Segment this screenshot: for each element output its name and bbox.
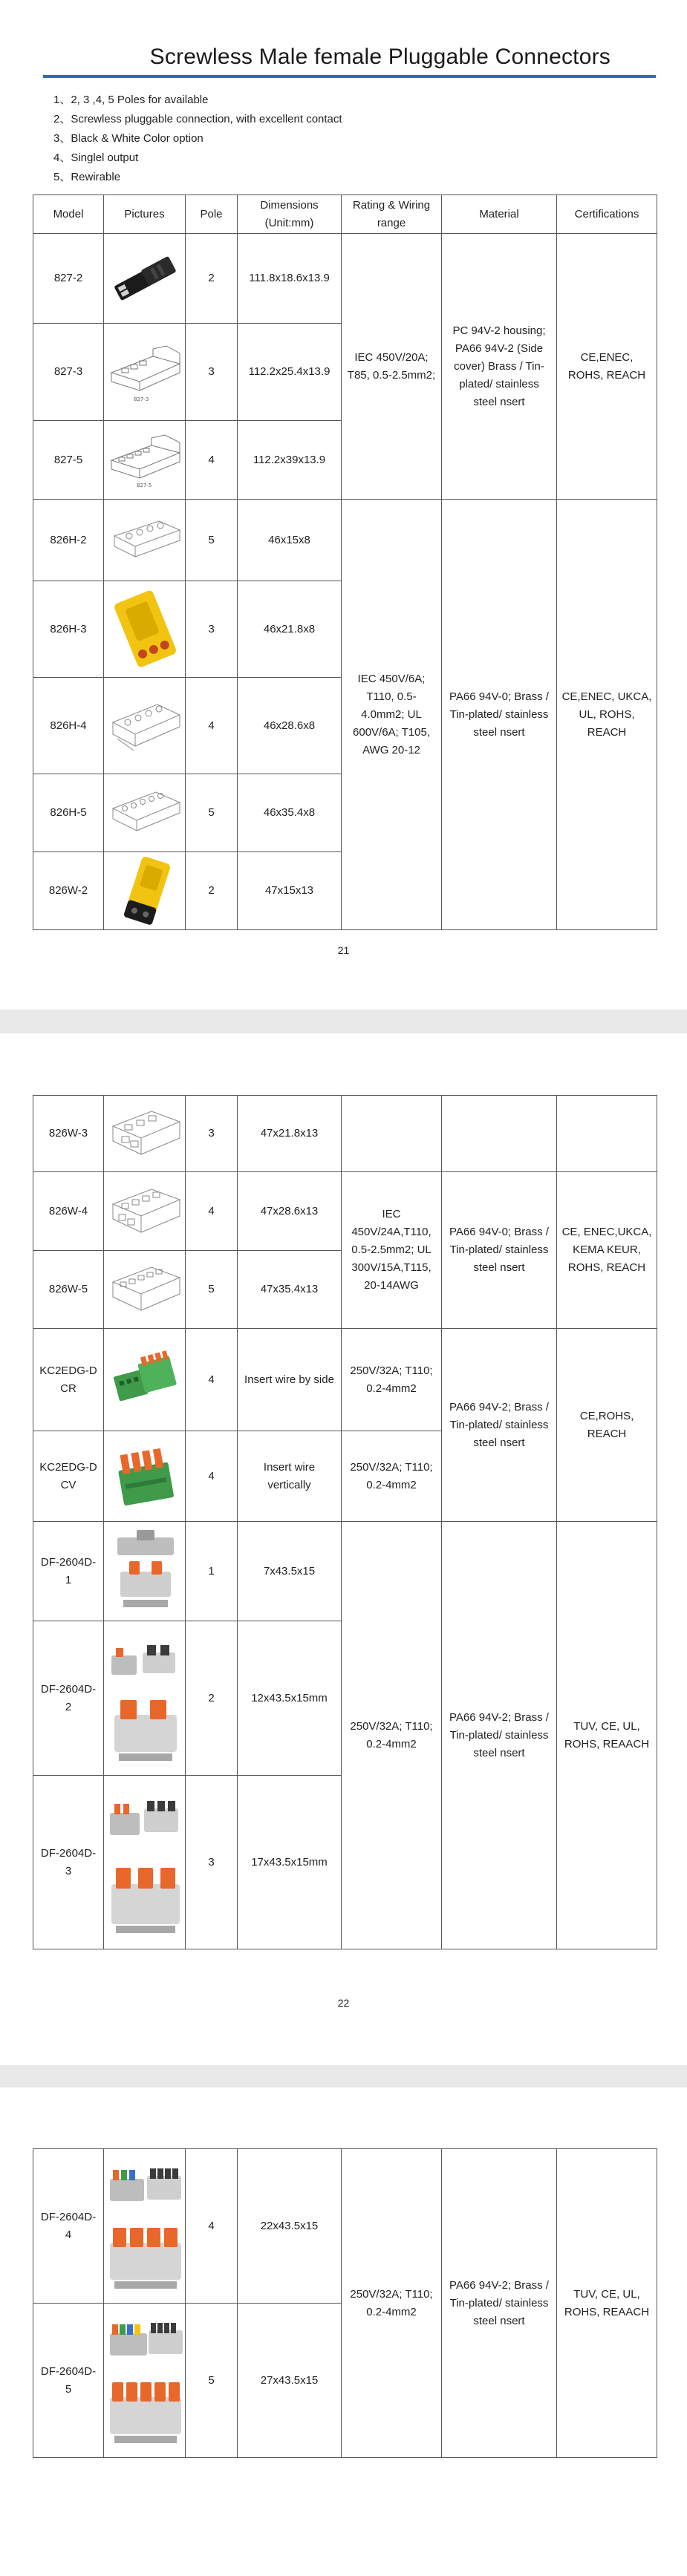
rating-cell: 250V/32A; T110; 0.2-4mm2 [342, 1522, 442, 1949]
feature-item: 2、Screwless pluggable connection, with excellent contact [53, 113, 342, 125]
pole-cell: 2 [186, 1621, 238, 1776]
connector-line-drawing-icon [107, 1182, 184, 1241]
spec-table-page-21 [33, 194, 657, 930]
catalog-page-21 [0, 0, 687, 1010]
picture-cell [104, 1431, 186, 1522]
spec-table-page-23 [33, 2148, 657, 2458]
pole-cell: 3 [186, 324, 238, 421]
table-row [33, 1329, 657, 1431]
feature-item: 4、Singlel output [53, 151, 139, 164]
pole-cell: 4 [186, 1329, 238, 1431]
material-cell: PA66 94V-2; Brass / Tin-plated/ stainless steel nsert [442, 1329, 557, 1522]
lever-connector-photo-icon [107, 1780, 184, 1945]
dimensions-cell: 17x43.5x15mm [238, 1776, 342, 1949]
model-cell: 826H-5 [33, 774, 104, 852]
pole-cell: 2 [186, 852, 238, 930]
pole-cell: 3 [186, 581, 238, 678]
table-header-row [33, 195, 657, 234]
picture-cell [104, 1522, 186, 1621]
catalog-page-22 [0, 1033, 687, 2065]
header-model: Model [33, 195, 104, 234]
header-rating: Rating & Wiring range [342, 195, 442, 234]
rating-cell: IEC 450V/20A; T85, 0.5-2.5mm2; [342, 234, 442, 500]
certification-cell: CE,ENEC, UKCA, UL, ROHS, REACH [557, 500, 657, 930]
certification-cell-empty [557, 1096, 657, 1172]
spec-table-page-22 [33, 1095, 657, 1949]
dimensions-cell: 46x35.4x8 [238, 774, 342, 852]
pole-cell: 3 [186, 1096, 238, 1172]
dimensions-cell: 12x43.5x15mm [238, 1621, 342, 1776]
dimensions-cell: 46x21.8x8 [238, 581, 342, 678]
picture-cell [104, 678, 186, 774]
black-connector-photo-icon [108, 241, 182, 316]
certification-cell: TUV, CE, UL, ROHS, REAACH [557, 1522, 657, 1949]
table-row [33, 1522, 657, 1621]
dimensions-cell: 7x43.5x15 [238, 1522, 342, 1621]
material-cell: PA66 94V-0; Brass / Tin-plated/ stainless steel nsert [442, 500, 557, 930]
certification-cell: TUV, CE, UL, ROHS, REAACH [557, 2149, 657, 2458]
connector-line-drawing-icon [107, 339, 184, 405]
feature-item: 5、Rewirable [53, 171, 121, 183]
header-material: Material [442, 195, 557, 234]
dimensions-cell: 111.8x18.6x13.9 [238, 234, 342, 324]
certification-cell: CE,ROHS, REACH [557, 1329, 657, 1522]
model-cell: DF-2604D-3 [33, 1776, 104, 1949]
material-cell: PA66 94V-2; Brass / Tin-plated/ stainless steel nsert [442, 1522, 557, 1949]
green-terminal-photo-icon [108, 1439, 182, 1514]
connector-line-drawing-icon [107, 1104, 184, 1163]
model-cell: 826H-4 [33, 678, 104, 774]
header-dimensions: Dimensions (Unit:mm) [238, 195, 342, 234]
pole-cell: 5 [186, 2304, 238, 2458]
dimensions-cell: 112.2x25.4x13.9 [238, 324, 342, 421]
picture-cell [104, 2149, 186, 2304]
picture-cell [104, 1776, 186, 1949]
model-cell: 827-3 [33, 324, 104, 421]
pole-cell: 4 [186, 1431, 238, 1522]
pole-cell: 5 [186, 1251, 238, 1329]
dimensions-cell: 46x28.6x8 [238, 678, 342, 774]
pole-cell: 5 [186, 500, 238, 581]
model-cell: DF-2604D-4 [33, 2149, 104, 2304]
model-cell: 826H-2 [33, 500, 104, 581]
model-cell: 826W-3 [33, 1096, 104, 1172]
pole-cell: 4 [186, 2149, 238, 2304]
catalog-page-23 [0, 2088, 687, 2576]
table-row [33, 1096, 657, 1172]
pole-cell: 5 [186, 774, 238, 852]
picture-cell [104, 1621, 186, 1776]
model-cell: 826W-2 [33, 852, 104, 930]
lever-connector-photo-icon [107, 1527, 184, 1616]
rating-cell: IEC 450V/6A; T110, 0.5-4.0mm2; UL 600V/6A; T105, AWG 20-12 [342, 500, 442, 930]
header-pole: Pole [186, 195, 238, 234]
connector-line-drawing-icon [107, 511, 184, 570]
yellow-connector-photo-icon [107, 589, 184, 670]
dimensions-cell: 47x21.8x13 [238, 1096, 342, 1172]
picture-cell [104, 234, 186, 324]
title-divider [43, 75, 656, 78]
picture-cell [104, 1172, 186, 1251]
model-cell: KC2EDG-D CV [33, 1431, 104, 1522]
dimensions-cell: 112.2x39x13.9 [238, 421, 342, 500]
table-row [33, 234, 657, 324]
model-cell: DF-2604D-2 [33, 1621, 104, 1776]
rating-cell-empty [342, 1096, 442, 1172]
picture-cell [104, 2304, 186, 2458]
picture-cell [104, 1329, 186, 1431]
model-cell: DF-2604D-1 [33, 1522, 104, 1621]
rating-cell: 250V/32A; T110; 0.2-4mm2 [342, 2149, 442, 2458]
material-cell: PA66 94V-0; Brass / Tin-plated/ stainless steel nsert [442, 1172, 557, 1329]
header-pictures: Pictures [104, 195, 186, 234]
rating-cell: 250V/32A; T110; 0.2-4mm2 [342, 1431, 442, 1522]
page-title: Screwless Male female Pluggable Connectors [149, 45, 611, 69]
connector-line-drawing-icon [107, 431, 184, 490]
green-terminal-photo-icon [108, 1347, 182, 1413]
model-cell: 827-5 [33, 421, 104, 500]
lever-connector-photo-icon [107, 1626, 184, 1771]
picture-cell [104, 774, 186, 852]
pole-cell: 4 [186, 421, 238, 500]
picture-cell [104, 324, 186, 421]
certification-cell: CE,ENEC, ROHS, REACH [557, 234, 657, 500]
yellow-connector-photo-icon [107, 855, 184, 926]
rating-cell: 250V/32A; T110; 0.2-4mm2 [342, 1329, 442, 1431]
material-cell: PA66 94V-2; Brass / Tin-plated/ stainless steel nsert [442, 2149, 557, 2458]
connector-line-drawing-icon [107, 1260, 184, 1319]
model-cell: KC2EDG-D CR [33, 1329, 104, 1431]
svg-text:827-3: 827-3 [134, 396, 149, 402]
picture-cell [104, 421, 186, 500]
dimensions-cell: 22x43.5x15 [238, 2149, 342, 2304]
picture-cell [104, 1251, 186, 1329]
feature-list [53, 91, 342, 187]
page-number: 22 [337, 1997, 350, 2009]
pole-cell: 2 [186, 234, 238, 324]
table-row [33, 500, 657, 581]
rating-cell: IEC 450V/24A,T110, 0.5-2.5mm2; UL 300V/15A,T115, 20-14AWG [342, 1172, 442, 1329]
dimensions-cell: 47x15x13 [238, 852, 342, 930]
certification-cell: CE, ENEC,UKCA, KEMA KEUR, ROHS, REACH [557, 1172, 657, 1329]
page-number: 21 [337, 944, 350, 956]
dimensions-cell: 47x28.6x13 [238, 1172, 342, 1251]
model-cell: 827-2 [33, 234, 104, 324]
pole-cell: 4 [186, 678, 238, 774]
model-cell: DF-2604D-5 [33, 2304, 104, 2458]
picture-cell [104, 1096, 186, 1172]
dimensions-cell: 46x15x8 [238, 500, 342, 581]
feature-item: 1、2, 3 ,4, 5 Poles for available [53, 94, 209, 106]
dimensions-cell: 27x43.5x15 [238, 2304, 342, 2458]
svg-text:827-5: 827-5 [137, 482, 152, 488]
table-row [33, 1172, 657, 1251]
picture-cell [104, 852, 186, 930]
material-cell-empty [442, 1096, 557, 1172]
pole-cell: 4 [186, 1172, 238, 1251]
table-row [33, 2149, 657, 2304]
model-cell: 826H-3 [33, 581, 104, 678]
lever-connector-photo-icon [107, 2308, 184, 2454]
connector-line-drawing-icon [107, 693, 184, 759]
model-cell: 826W-4 [33, 1172, 104, 1251]
model-cell: 826W-5 [33, 1251, 104, 1329]
connector-line-drawing-icon [107, 783, 184, 843]
picture-cell [104, 581, 186, 678]
dimensions-cell: Insert wire by side [238, 1329, 342, 1431]
header-certifications: Certifications [557, 195, 657, 234]
dimensions-cell: Insert wire vertically [238, 1431, 342, 1522]
pole-cell: 1 [186, 1522, 238, 1621]
dimensions-cell: 47x35.4x13 [238, 1251, 342, 1329]
picture-cell [104, 500, 186, 581]
feature-item: 3、Black & White Color option [53, 132, 204, 145]
lever-connector-photo-icon [107, 2154, 184, 2299]
pole-cell: 3 [186, 1776, 238, 1949]
material-cell: PC 94V-2 housing; PA66 94V-2 (Side cover) Brass / Tin-plated/ stainless steel nsert [442, 234, 557, 500]
